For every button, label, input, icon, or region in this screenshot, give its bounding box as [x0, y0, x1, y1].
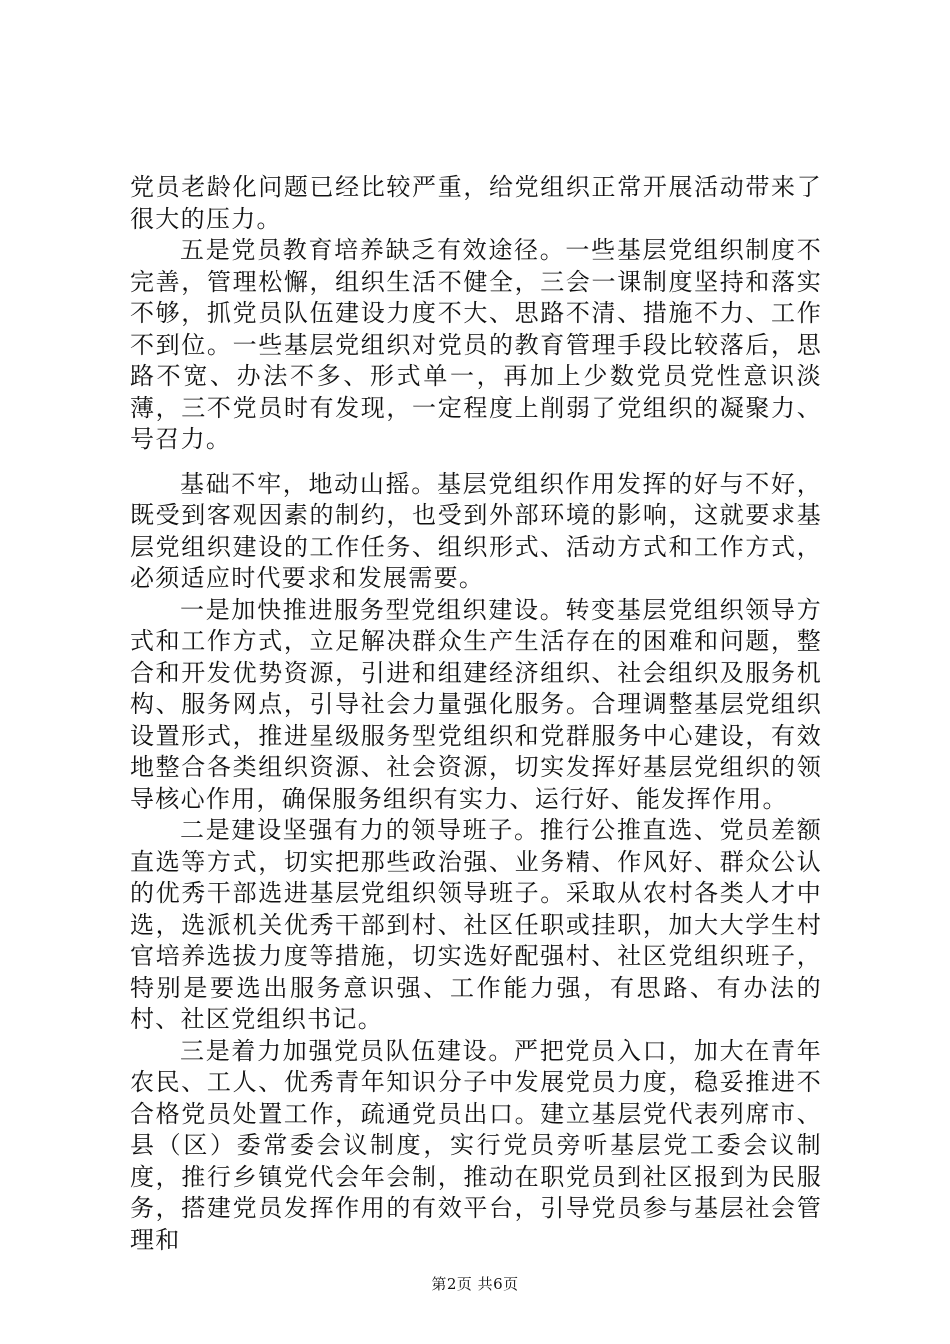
document-body — [130, 172, 822, 1256]
page-number-footer: 第2页 共6页 — [431, 1275, 519, 1293]
paragraph-1: 党员老龄化问题已经比较严重，给党组织正常开展活动带来了很大的压力。 — [130, 173, 822, 233]
paragraph-6: 三是着力加强党员队伍建设。严把党员入口，加大在青年农民、工人、优秀青年知识分子中发展党员力度，稳妥推进不合格党员处置工作，疏通党员出口。建立基层党代表列席市、县（区）委常委会议制度，实行党员旁听基层党工委会议制度，推行乡镇党代会年会制，推动在职党员到社区报到为民服务，搭建党员发挥作用的有效平台，引导党员参与基层社会管理和 — [130, 1036, 822, 1254]
paragraph-5: 二是建设坚强有力的领导班子。推行公推直选、党员差额直选等方式，切实把那些政治强、业务精、作风好、群众公认的优秀干部选进基层党组织领导班子。采取从农村各类人才中选，选派机关优秀干部到村、社区任职或挂职，加大大学生村官培养选拔力度等措施，切实选好配强村、社区党组织班子，特别是要选出服务意识强、工作能力强，有思路、有办法的村、社区党组织书记。 — [130, 816, 822, 1033]
paragraph-3: 基础不牢，地动山摇。基层党组织作用发挥的好与不好，既受到客观因素的制约，也受到外部环境的影响，这就要求基层党组织建设的工作任务、组织形式、活动方式和工作方式，必须适应时代要求和发展需要。 — [130, 469, 822, 592]
paragraph-4: 一是加快推进服务型党组织建设。转变基层党组织领导方式和工作方式，立足解决群众生产生活存在的困难和问题，整合和开发优势资源，引进和组建经济组织、社会组织及服务机构、服务网点，引导社会力量强化服务。合理调整基层党组织设置形式，推进星级服务型党组织和党群服务中心建设，有效地整合各类组织资源、社会资源，切实发挥好基层党组织的领导核心作用，确保服务组织有实力、运行好、能发挥作用。 — [130, 595, 822, 813]
paragraph-2: 五是党员教育培养缺乏有效途径。一些基层党组织制度不完善，管理松懈，组织生活不健全，三会一课制度坚持和落实不够，抓党员队伍建设力度不大、思路不清、措施不力、工作不到位。一些基层党组织对党员的教育管理手段比较落后，思路不宽、办法不多、形式单一，再加上少数党员党性意识淡薄，三不党员时有发现，一定程度上削弱了党组织的凝聚力、号召力。 — [130, 236, 822, 453]
